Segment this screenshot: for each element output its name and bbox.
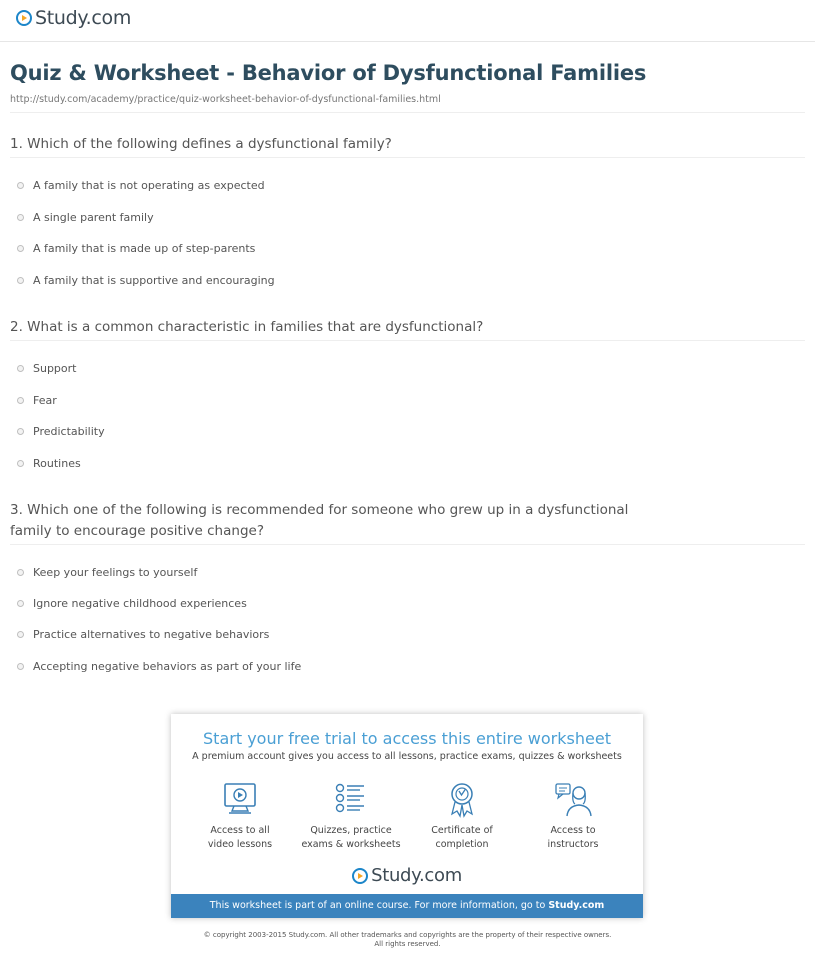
feature-label: Quizzes, practice: [310, 825, 392, 836]
title-divider: [10, 112, 805, 113]
radio-button[interactable]: [17, 245, 24, 252]
feature-label: video lessons: [207, 839, 273, 850]
question-divider: [10, 340, 805, 341]
option-label: Routines: [33, 457, 81, 470]
header-divider: [0, 41, 815, 42]
feature-label: Access to: [550, 825, 596, 836]
option-item[interactable]: [17, 211, 154, 224]
option-label: Ignore negative childhood experiences: [33, 597, 247, 610]
option-item[interactable]: [17, 179, 265, 192]
question-1: 1. Which of the following defines a dysfunctional family?: [10, 136, 392, 152]
option-item[interactable]: [17, 457, 81, 470]
option-item[interactable]: [17, 362, 76, 375]
radio-button[interactable]: [17, 182, 24, 189]
question-divider: [10, 157, 805, 158]
option-item[interactable]: [17, 394, 57, 407]
feature-video-lessons: [185, 780, 295, 852]
radio-button[interactable]: [17, 428, 24, 435]
play-icon: [352, 868, 368, 884]
radio-button[interactable]: [17, 600, 24, 607]
feature-quizzes: [296, 780, 406, 852]
promo-logo-text: Study.com: [371, 865, 462, 886]
feature-label: instructors: [547, 839, 599, 850]
radio-button[interactable]: [17, 631, 24, 638]
radio-button[interactable]: [17, 365, 24, 372]
question-2: 2. What is a common characteristic in families that are dysfunctional?: [10, 319, 484, 335]
option-label: A family that is not operating as expected: [33, 179, 265, 192]
copyright: [0, 931, 815, 949]
course-info-text: This worksheet is part of an online course. For more information, go to: [209, 900, 546, 911]
feature-label: Access to all: [210, 825, 270, 836]
promo-logo: [171, 865, 643, 886]
radio-button[interactable]: [17, 569, 24, 576]
site-logo[interactable]: [16, 7, 131, 29]
page-title: Quiz & Worksheet - Behavior of Dysfunctional Families: [10, 61, 647, 85]
radio-button[interactable]: [17, 397, 24, 404]
promo-title[interactable]: Start your free trial to access this entire worksheet: [203, 729, 611, 748]
option-label: Predictability: [33, 425, 105, 438]
feature-label: completion: [435, 839, 489, 850]
list-icon: [331, 780, 371, 818]
play-icon: [16, 10, 32, 26]
video-lesson-icon: [220, 780, 260, 818]
radio-button[interactable]: [17, 663, 24, 670]
option-item[interactable]: [17, 242, 255, 255]
option-item[interactable]: [17, 628, 269, 641]
option-item[interactable]: [17, 566, 197, 579]
option-item[interactable]: [17, 597, 247, 610]
radio-button[interactable]: [17, 277, 24, 284]
option-label: Keep your feelings to yourself: [33, 566, 198, 579]
certificate-icon: [442, 780, 482, 818]
feature-label: Certificate of: [431, 825, 493, 836]
course-info-bar: [171, 894, 643, 918]
page-url: http://study.com/academy/practice/quiz-worksheet-behavior-of-dysfunctional-families.html: [10, 94, 441, 105]
question-3: 3. Which one of the following is recommended for someone who grew up in a dysfunctional family to encourage positive change?: [10, 502, 629, 539]
copyright-line: All rights reserved.: [374, 940, 441, 948]
option-label: Fear: [33, 394, 57, 407]
feature-instructors: [518, 780, 628, 852]
option-label: Accepting negative behaviors as part of your life: [33, 660, 302, 673]
radio-button[interactable]: [17, 460, 24, 467]
option-label: Practice alternatives to negative behaviors: [33, 628, 270, 641]
feature-label: exams & worksheets: [301, 839, 401, 850]
option-item[interactable]: [17, 274, 275, 287]
radio-button[interactable]: [17, 214, 24, 221]
option-label: A family that is made up of step-parents: [33, 242, 256, 255]
option-item[interactable]: [17, 425, 105, 438]
option-label: Support: [33, 362, 77, 375]
option-label: A family that is supportive and encouraging: [33, 274, 275, 287]
instructor-icon: [553, 780, 593, 818]
promo-subtitle: A premium account gives you access to all lessons, practice exams, quizzes & worksheets: [192, 751, 622, 762]
study-link[interactable]: Study.com: [548, 900, 605, 911]
logo-text: Study.com: [35, 7, 132, 29]
feature-certificate: [407, 780, 517, 852]
option-label: A single parent family: [33, 211, 154, 224]
option-item[interactable]: [17, 660, 301, 673]
free-trial-promo: [171, 714, 643, 918]
copyright-line: © copyright 2003-2015 Study.com. All other trademarks and copyrights are the property of their respective owners.: [203, 931, 612, 939]
question-divider: [10, 544, 805, 545]
